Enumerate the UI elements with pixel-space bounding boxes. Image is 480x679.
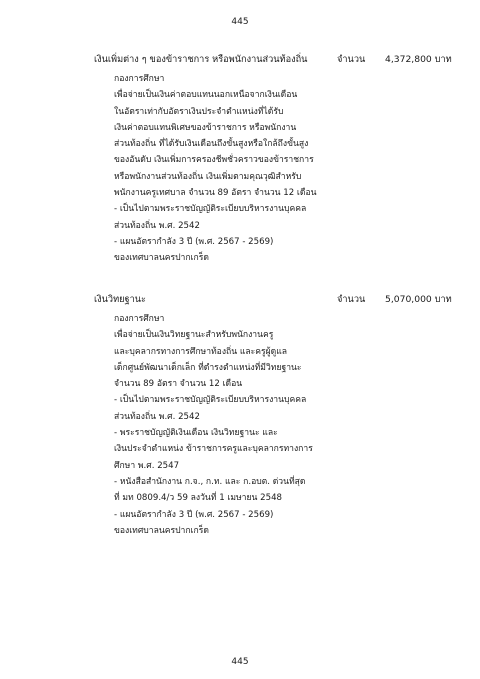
- item-header: [94, 292, 454, 307]
- item-header: [94, 52, 454, 67]
- budget-item-academic-standing-allowance: [94, 292, 454, 539]
- description-line: - พระราชบัญญัติเงินเดือน เงินวิทยฐานะ และ: [114, 428, 278, 439]
- description-line: - หนังสือสำนักงาน ก.จ., ก.ท. และ ก.อบต. ด่วนที่สุด: [114, 476, 306, 487]
- description-line: เพื่อจ่ายเป็นเงินค่าตอบแทนนอกเหนือจากเงินเดือน: [114, 90, 298, 101]
- budget-item-additional-allowances: [94, 52, 454, 267]
- description-line: ของอันดับ เงินเพิ่มการครองชีพชั่วคราวของข้าราชการ: [114, 155, 314, 166]
- description-lines: [114, 327, 454, 539]
- description-line: ในอัตราเท่ากับอัตราเงินประจำตำแหน่งที่ได้รับ: [114, 106, 284, 117]
- item-title: เงินวิทยฐานะ: [94, 294, 146, 305]
- description-line: ส่วนท้องถิ่น ที่ได้รับเงินเดือนถึงขั้นสูงหรือใกล้ถึงขั้นสูง: [114, 139, 309, 150]
- description-line: - เป็นไปตามพระราชบัญญัติระเบียบบริหารงานบุคคล: [114, 395, 307, 406]
- description-line: ส่วนท้องถิ่น พ.ศ. 2542: [114, 411, 200, 422]
- description-line: - แผนอัตรากำลัง 3 ปี (พ.ศ. 2567 - 2569): [114, 236, 274, 247]
- item-title: เงินเพิ่มต่าง ๆ ของข้าราชการ หรือพนักงานส่วนท้องถิ่น: [94, 54, 308, 65]
- page-number-top: 445: [231, 17, 249, 27]
- description-line: หรือพนักงานส่วนท้องถิ่น เงินเพิ่มตามคุณวุฒิสำหรับ: [114, 171, 302, 182]
- description-line: จำนวน 89 อัตรา จำนวน 12 เดือน: [114, 379, 243, 390]
- description-line: และบุคลากรทางการศึกษาท้องถิ่น และครูผู้ดูแล: [114, 346, 288, 357]
- description-line: เด็กศูนย์พัฒนาเด็กเล็ก ที่ดำรงตำแหน่งที่มีวิทยฐานะ: [114, 362, 302, 373]
- description-line: เพื่อจ่ายเป็นเงินวิทยฐานะสำหรับพนักงานครู: [114, 330, 274, 341]
- description-lines: [114, 87, 454, 266]
- description-line: ส่วนท้องถิ่น พ.ศ. 2542: [114, 220, 200, 231]
- description-line: ของเทศบาลนครปากเกร็ด: [114, 253, 209, 264]
- description-line: เงินค่าตอบแทนพิเศษของข้าราชการ หรือพนักงาน: [114, 122, 297, 133]
- department-label: กองการศึกษา: [114, 74, 165, 84]
- description-line: - เป็นไปตามพระราชบัญญัติระเบียบบริหารงานบุคคล: [114, 204, 307, 215]
- amount-label: จำนวน: [337, 54, 366, 65]
- description-line: พนักงานครูเทศบาล จำนวน 89 อัตรา จำนวน 12 เดือน: [114, 188, 317, 199]
- item-description: [114, 71, 454, 267]
- description-line: เงินประจำตำแหน่ง ข้าราชการครูและบุคลากรทางการ: [114, 444, 313, 455]
- description-line: ศึกษา พ.ศ. 2547: [114, 460, 180, 471]
- description-line: ที่ มท 0809.4/ว 59 ลงวันที่ 1 เมษายน 2548: [114, 493, 283, 504]
- page-number-bottom: 445: [231, 657, 249, 667]
- amount-value: 4,372,800 บาท: [385, 54, 452, 65]
- item-description: [114, 311, 454, 539]
- amount-label: จำนวน: [337, 294, 366, 305]
- department-label: กองการศึกษา: [114, 314, 165, 324]
- description-line: ของเทศบาลนครปากเกร็ด: [114, 525, 209, 536]
- amount-value: 5,070,000 บาท: [385, 294, 452, 305]
- description-line: - แผนอัตรากำลัง 3 ปี (พ.ศ. 2567 - 2569): [114, 509, 274, 520]
